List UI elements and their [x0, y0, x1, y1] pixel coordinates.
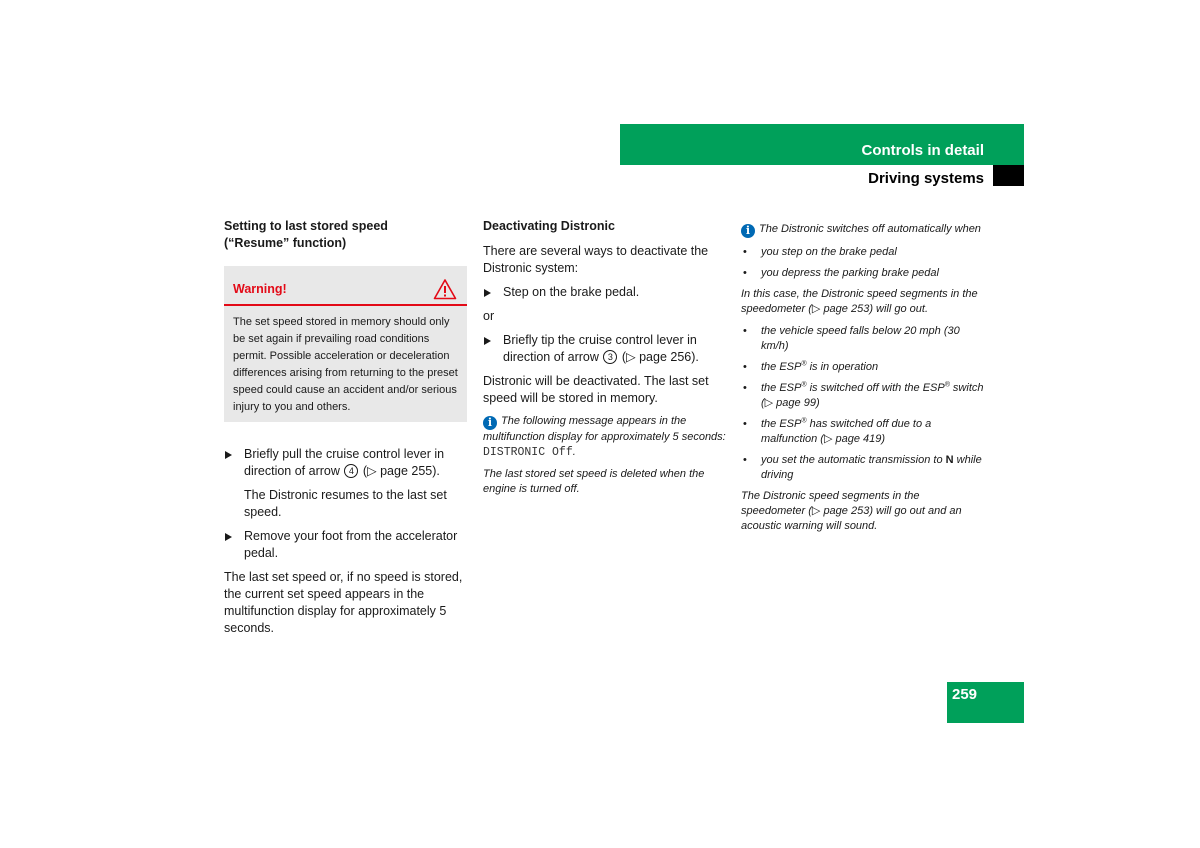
step-arrow-icon	[225, 533, 232, 541]
warning-text: The set speed stored in memory should only be set again if prevailing road conditions permit. Possible acceleration or deceleration differences arising from returning to the preset speed could cause an accident and/or serious injury to you and others.	[233, 316, 458, 413]
column-auto-off	[741, 222, 986, 541]
resume-heading: Setting to last stored speed (“Resume” function)	[224, 219, 388, 250]
list-item: • you depress the parking brake pedal	[743, 267, 939, 279]
arrow-number-badge: 3	[603, 350, 617, 364]
page-number: 259	[952, 686, 978, 703]
column-resume	[224, 218, 467, 644]
auto-off-middle: In this case, the Distronic speed segments in the speedometer (▷ page 253) will go out.	[741, 288, 978, 315]
warning-header	[224, 266, 467, 306]
step-arrow-icon	[484, 289, 491, 297]
warning-box	[224, 266, 467, 422]
deactivate-heading: Deactivating Distronic	[483, 219, 615, 233]
step-arrow-icon	[225, 451, 232, 459]
list-item: • the vehicle speed falls below 20 mph (30 km/h)	[743, 325, 960, 352]
auto-off-closing: The Distronic speed segments in the speedometer (▷ page 253) will go out and an acoustic warning will sound.	[741, 490, 962, 532]
column-deactivate	[483, 218, 726, 504]
or-text: or	[483, 309, 495, 323]
resume-step-foot: Remove your foot from the accelerator pedal.	[224, 528, 467, 562]
resume-step-pull-lever: Briefly pull the cruise control lever in direction of arrow 4 (▷ page 255).	[224, 446, 467, 480]
list-item: • you step on the brake pedal	[743, 246, 897, 258]
list-item: • the ESP® has switched off due to a malfunction (▷ page 419)	[743, 417, 932, 445]
deactivate-step-brake: Step on the brake pedal.	[483, 284, 726, 301]
info-note-message: i The following message appears in the multifunction display for approximately 5 seconds: DISTRONIC Off.	[483, 415, 726, 459]
display-message: DISTRONIC Off	[483, 446, 573, 459]
info-icon: i	[741, 224, 755, 238]
subsection-title: Driving systems	[868, 170, 984, 187]
auto-off-intro: i The Distronic switches off automatically when	[741, 222, 986, 238]
info-icon: i	[483, 416, 497, 430]
resume-closing-text: The last set speed or, if no speed is stored, the current set speed appears in the multifunction display for approximately 5 seconds.	[224, 570, 463, 635]
list-item: • the ESP® is switched off with the ESP® switch (▷ page 99)	[743, 381, 984, 409]
list-item: • the ESP® is in operation	[743, 360, 879, 373]
subsection-marker	[993, 165, 1024, 186]
arrow-number-badge: 4	[344, 464, 358, 478]
deactivate-step-tip-lever: Briefly tip the cruise control lever in direction of arrow 3 (▷ page 256).	[483, 332, 726, 366]
resume-step-result: The Distronic resumes to the last set speed.	[244, 488, 447, 519]
warning-triangle-icon	[433, 278, 457, 300]
step-arrow-icon	[484, 337, 491, 345]
list-item: • you set the automatic transmission to N while driving	[743, 454, 982, 481]
deactivate-result: Distronic will be deactivated. The last set speed will be stored in memory.	[483, 374, 709, 405]
deactivate-intro: There are several ways to deactivate the Distronic system:	[483, 244, 709, 275]
warning-title: Warning!	[233, 281, 287, 296]
section-title: Controls in detail	[861, 142, 984, 159]
info-note-deleted: The last stored set speed is deleted when the engine is turned off.	[483, 468, 705, 495]
